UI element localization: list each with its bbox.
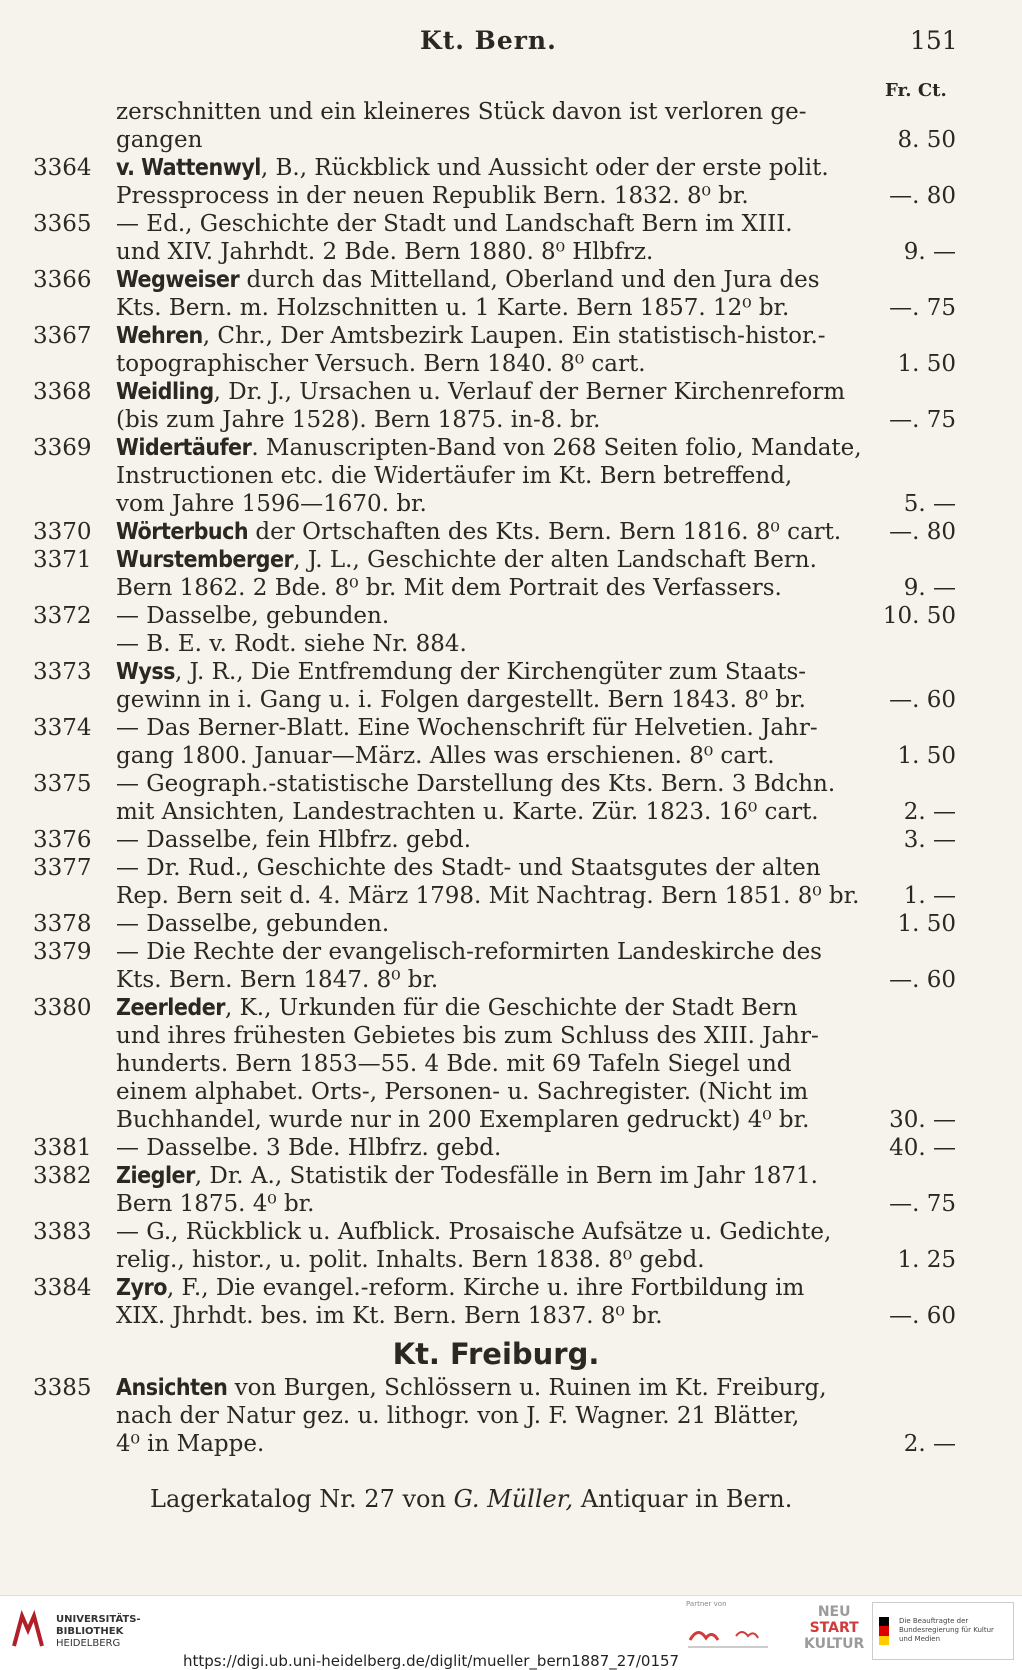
- entry-keyword: Wurstemberger: [116, 547, 294, 573]
- entry-price: 1. 25: [897, 1247, 956, 1273]
- footer-dealer-name: G. Müller,: [453, 1485, 574, 1513]
- entry-line: und XIV. Jahrhdt. 2 Bde. Bern 1880. 8⁰ Hlbfrz.: [116, 239, 654, 265]
- entry-text: [116, 938, 876, 994]
- entry-price: —. 75: [889, 407, 956, 433]
- entry-text: [116, 518, 876, 546]
- entry-number: 3373: [33, 659, 92, 685]
- entry-line: [116, 658, 876, 686]
- partner-label: Partner von: [686, 1600, 727, 1608]
- section-title: Kt. Freiburg.: [392, 1337, 600, 1371]
- deutsche-digitale-bibliothek-logo-icon: [684, 1618, 774, 1654]
- catalog-entry: [0, 518, 1022, 546]
- entry-price: 1. —: [903, 883, 956, 909]
- entry-line: — Dasselbe, gebunden.: [116, 603, 390, 629]
- entry-price: —. 75: [889, 295, 956, 321]
- entry-number: 3372: [33, 603, 92, 629]
- page-number: 151: [910, 26, 958, 55]
- catalog-entry: [0, 1134, 1022, 1162]
- entry-number: 3377: [33, 855, 92, 881]
- entry-text: [116, 266, 876, 322]
- ub-heidelberg-logo-icon: [10, 1610, 46, 1650]
- entry-text: [116, 546, 876, 602]
- german-flag-icon: [879, 1617, 889, 1645]
- entry-keyword: Weidling: [116, 379, 214, 405]
- entry-line: — B. E. v. Rodt. siehe Nr. 884.: [116, 631, 467, 657]
- entry-line: — G., Rückblick u. Aufblick. Prosaische Aufsätze u. Gedichte,: [116, 1219, 832, 1245]
- entry-keyword: Wyss: [116, 659, 175, 685]
- entry-text: [116, 630, 876, 658]
- entry-line: — Das Berner-Blatt. Eine Wochenschrift für Helvetien. Jahr-: [116, 715, 818, 741]
- entry-number: 3382: [33, 1163, 92, 1189]
- entry-number: 3375: [33, 771, 92, 797]
- entry-line: gewinn in i. Gang u. i. Folgen dargestellt. Bern 1843. 8⁰ br.: [116, 687, 806, 713]
- ub-line-3: HEIDELBERG: [56, 1638, 121, 1649]
- entry-price: —. 60: [889, 967, 956, 993]
- entry-number: 3376: [33, 827, 92, 853]
- entry-text: [116, 1162, 876, 1218]
- ub-heidelberg-label: [56, 1614, 141, 1650]
- entry-price: 3. —: [903, 827, 956, 853]
- entry-line: [116, 322, 876, 350]
- entry-text: [116, 1274, 876, 1330]
- entry-price: —. 80: [889, 183, 956, 209]
- entry-line-text: der Ortschaften des Kts. Bern. Bern 1816. 8⁰ cart.: [248, 519, 842, 545]
- entry-line: [116, 154, 876, 182]
- entry-line-text: , Chr., Der Amtsbezirk Laupen. Ein statistisch-histor.-: [202, 323, 826, 349]
- entry-line: Kts. Bern. Bern 1847. 8⁰ br.: [116, 967, 439, 993]
- catalog-entry: [0, 322, 1022, 378]
- entry-line: — Dasselbe, gebunden.: [116, 911, 390, 937]
- entry-price: 9. —: [903, 239, 956, 265]
- entry-list: [0, 98, 1022, 1458]
- entry-line: — Die Rechte der evangelisch-reformirten Landeskirche des: [116, 939, 822, 965]
- entry-text: [116, 602, 876, 630]
- entry-line: gang 1800. Januar—März. Alles was erschienen. 8⁰ cart.: [116, 743, 775, 769]
- footer-prefix: Lagerkatalog Nr. 27 von: [150, 1485, 454, 1513]
- entry-line: [116, 994, 876, 1022]
- entry-line-text: , J. L., Geschichte der alten Landschaft Bern.: [293, 547, 817, 573]
- entry-line-text: , K., Urkunden für die Geschichte der Stadt Bern: [224, 995, 798, 1021]
- entry-text: [116, 1218, 876, 1274]
- catalog-entry: [0, 1374, 1022, 1458]
- entry-line: topographischer Versuch. Bern 1840. 8⁰ cart.: [116, 351, 646, 377]
- entry-price: —. 60: [889, 1303, 956, 1329]
- catalog-entry: [0, 854, 1022, 910]
- entry-number: 3365: [33, 211, 92, 237]
- entry-text: [116, 378, 876, 434]
- catalog-entry: [0, 378, 1022, 434]
- entry-number: 3364: [33, 155, 92, 181]
- entry-text: [116, 994, 876, 1134]
- entry-keyword: Wörterbuch: [116, 519, 249, 545]
- catalog-entry: [0, 266, 1022, 322]
- entry-price: 1. 50: [897, 743, 956, 769]
- entry-line: [116, 518, 876, 546]
- entry-text: [116, 98, 876, 154]
- catalog-entry: [0, 910, 1022, 938]
- entry-line: und ihres frühesten Gebietes bis zum Schluss des XIII. Jahr-: [116, 1023, 819, 1049]
- entry-price: 10. 50: [882, 603, 956, 629]
- entry-text: [116, 826, 876, 854]
- entry-keyword: Ansichten: [116, 1375, 228, 1401]
- entry-price: 2. —: [903, 1431, 956, 1457]
- entry-text: [116, 910, 876, 938]
- neustart-line-1: NEU: [817, 1604, 851, 1620]
- neustart-kultur-logo: [804, 1604, 864, 1652]
- entry-price: 1. 50: [897, 351, 956, 377]
- entry-line: Instructionen etc. die Widertäufer im Kt. Bern betreffend,: [116, 463, 793, 489]
- entry-line: [116, 434, 876, 462]
- entry-line-text: , Dr. J., Ursachen u. Verlauf der Berner Kirchenreform: [213, 379, 846, 405]
- entry-number: 3380: [33, 995, 92, 1021]
- entry-line: Rep. Bern seit d. 4. März 1798. Mit Nachtrag. Bern 1851. 8⁰ br.: [116, 883, 860, 909]
- entry-text: [116, 1134, 876, 1162]
- entry-line: XIX. Jhrhdt. bes. im Kt. Bern. Bern 1837. 8⁰ br.: [116, 1303, 663, 1329]
- entry-number: 3368: [33, 379, 92, 405]
- entry-price: 1. 50: [897, 911, 956, 937]
- catalog-entry: [0, 938, 1022, 994]
- ub-line-2: BIBLIOTHEK: [56, 1626, 124, 1637]
- entry-number: 3367: [33, 323, 92, 349]
- entry-line-text: , F., Die evangel.-reform. Kirche u. ihre Fortbildung im: [166, 1275, 805, 1301]
- catalog-entry: [0, 770, 1022, 826]
- entry-number: 3374: [33, 715, 92, 741]
- entry-line: gangen: [116, 127, 203, 153]
- entry-keyword: v. Wattenwyl: [116, 155, 261, 181]
- catalog-entry: [0, 1162, 1022, 1218]
- entry-number: 3370: [33, 519, 92, 545]
- catalog-entry: [0, 434, 1022, 518]
- catalog-entry: [0, 994, 1022, 1134]
- entry-text: [116, 770, 876, 826]
- catalog-entry: [0, 1218, 1022, 1274]
- entry-number: 3379: [33, 939, 92, 965]
- neustart-line-3: KULTUR: [804, 1636, 865, 1652]
- entry-text: [116, 1374, 876, 1458]
- entry-line: 4⁰ in Mappe.: [116, 1431, 265, 1457]
- footer-suffix: Antiquar in Bern.: [573, 1485, 793, 1513]
- entry-line: — Ed., Geschichte der Stadt und Landschaft Bern im XIII.: [116, 211, 793, 237]
- entry-line: nach der Natur gez. u. lithogr. von J. F. Wagner. 21 Blätter,: [116, 1403, 800, 1429]
- bkm-label: Die Beauftragte der Bundesregierung für Kultur und Medien: [899, 1617, 994, 1643]
- entry-line: relig., histor., u. polit. Inhalts. Bern 1838. 8⁰ gebd.: [116, 1247, 705, 1273]
- catalog-entry: [0, 714, 1022, 770]
- entry-text: [116, 434, 876, 518]
- catalog-entry: [0, 658, 1022, 714]
- entry-line: hunderts. Bern 1853—55. 4 Bde. mit 69 Tafeln Siegel und: [116, 1051, 792, 1077]
- entry-text: [116, 154, 876, 210]
- entry-line-text: von Burgen, Schlössern u. Ruinen im Kt. Freiburg,: [227, 1375, 827, 1401]
- entry-text: [116, 714, 876, 770]
- entry-line: [116, 546, 876, 574]
- catalog-entry: [0, 1274, 1022, 1330]
- catalog-footer: [150, 1485, 792, 1513]
- entry-number: 3384: [33, 1275, 92, 1301]
- entry-line: Bern 1862. 2 Bde. 8⁰ br. Mit dem Portrait des Verfassers.: [116, 575, 782, 601]
- entry-line: Pressprocess in der neuen Republik Bern. 1832. 8⁰ br.: [116, 183, 749, 209]
- entry-line-text: . Manuscripten-Band von 268 Seiten folio, Mandate,: [251, 435, 862, 461]
- entry-price: 30. —: [889, 1107, 956, 1133]
- entry-number: 3385: [33, 1375, 92, 1401]
- catalog-entry: [0, 630, 1022, 658]
- entry-line: — Geograph.-statistische Darstellung des Kts. Bern. 3 Bdchn.: [116, 771, 836, 797]
- entry-line: vom Jahre 1596—1670. br.: [116, 491, 427, 517]
- entry-line-text: , Dr. A., Statistik der Todesfälle in Bern im Jahr 1871.: [194, 1163, 818, 1189]
- running-head: Kt. Bern.: [420, 26, 557, 55]
- entry-line-text: durch das Mittelland, Oberland und den Jura des: [239, 267, 820, 293]
- entry-keyword: Widertäufer: [116, 435, 252, 461]
- catalog-entry: [0, 210, 1022, 266]
- entry-number: 3378: [33, 911, 92, 937]
- catalog-entry: [0, 98, 1022, 154]
- entry-line-text: , J. R., Die Entfremdung der Kirchengüter zum Staats-: [174, 659, 807, 685]
- entry-price: —. 80: [889, 519, 956, 545]
- entry-price: 9. —: [903, 575, 956, 601]
- ub-line-1: UNIVERSITÄTS-: [56, 1614, 141, 1625]
- entry-number: 3371: [33, 547, 92, 573]
- entry-line: — Dasselbe, fein Hlbfrz. gebd.: [116, 827, 472, 853]
- entry-keyword: Zyro: [116, 1275, 167, 1301]
- entry-price: —. 75: [889, 1191, 956, 1217]
- catalog-entry: [0, 826, 1022, 854]
- entry-line: — Dr. Rud., Geschichte des Stadt- und Staatsgutes der alten: [116, 855, 821, 881]
- entry-number: 3383: [33, 1219, 92, 1245]
- catalog-entry: [0, 154, 1022, 210]
- entry-keyword: Wehren: [116, 323, 203, 349]
- price-column-header: Fr. Ct.: [885, 80, 947, 101]
- entry-line-text: , B., Rückblick und Aussicht oder der erste polit.: [260, 155, 829, 181]
- neustart-line-2: START: [809, 1620, 859, 1636]
- entry-text: [116, 658, 876, 714]
- entry-number: 3369: [33, 435, 92, 461]
- entry-number: 3366: [33, 267, 92, 293]
- entry-line: [116, 378, 876, 406]
- entry-line: [116, 266, 876, 294]
- entry-price: —. 60: [889, 687, 956, 713]
- entry-line: Kts. Bern. m. Holzschnitten u. 1 Karte. Bern 1857. 12⁰ br.: [116, 295, 790, 321]
- entry-line: Buchhandel, wurde nur in 200 Exemplaren gedruckt) 4⁰ br.: [116, 1107, 810, 1133]
- entry-line: [116, 1374, 876, 1402]
- entry-price: 8. 50: [897, 127, 956, 153]
- entry-keyword: Wegweiser: [116, 267, 240, 293]
- entry-line: zerschnitten und ein kleineres Stück davon ist verloren ge-: [116, 99, 807, 125]
- entry-keyword: Zeerleder: [116, 995, 225, 1021]
- bkm-logo: [872, 1602, 1014, 1660]
- entry-line: Bern 1875. 4⁰ br.: [116, 1191, 315, 1217]
- entry-price: 2. —: [903, 799, 956, 825]
- entry-keyword: Ziegler: [116, 1163, 195, 1189]
- entry-text: [116, 854, 876, 910]
- entry-text: [116, 210, 876, 266]
- entry-line: einem alphabet. Orts-, Personen- u. Sachregister. (Nicht im: [116, 1079, 809, 1105]
- entry-number: 3381: [33, 1135, 92, 1161]
- entry-line: — Dasselbe. 3 Bde. Hlbfrz. gebd.: [116, 1135, 502, 1161]
- catalog-entry: [0, 602, 1022, 630]
- catalog-entry: [0, 546, 1022, 602]
- permalink-url[interactable]: https://digi.ub.uni-heidelberg.de/diglit/mueller_bern1887_27/0157: [183, 1652, 680, 1670]
- entry-price: 5. —: [903, 491, 956, 517]
- entry-line: [116, 1162, 876, 1190]
- entry-line: mit Ansichten, Landestrachten u. Karte. Zür. 1823. 16⁰ cart.: [116, 799, 819, 825]
- entry-price: 40. —: [889, 1135, 956, 1161]
- digitization-footer: [0, 1595, 1022, 1670]
- entry-line: [116, 1274, 876, 1302]
- entry-text: [116, 322, 876, 378]
- entry-line: (bis zum Jahre 1528). Bern 1875. in-8. br.: [116, 407, 601, 433]
